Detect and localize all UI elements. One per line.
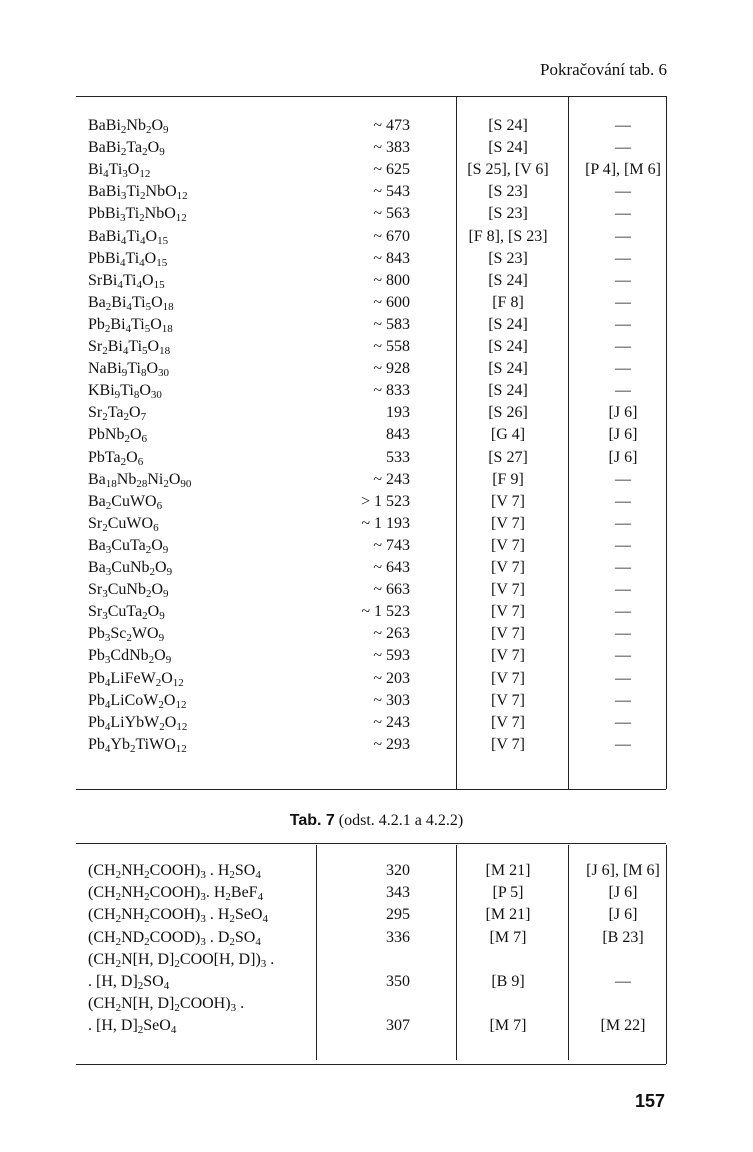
reference-primary: [P 5] — [492, 884, 524, 902]
compound-formula: $Ba_3CuNb_2O_9$ — [88, 559, 173, 578]
curie-temperature: 533 — [386, 448, 410, 466]
table7-caption-label: Tab. 7 — [289, 812, 335, 829]
table7-row — [76, 949, 666, 971]
reference-secondary: [P 4], [M 6] — [585, 161, 661, 179]
compound-formula: $Sr_3CuTa_2O_9$ — [88, 603, 165, 623]
reference-secondary: — — [615, 249, 631, 267]
reference-secondary: [M 22] — [600, 1017, 646, 1035]
compound-formula: $PbBi_3Ti_2NbO_{12}$ — [88, 205, 187, 225]
compound-formula: $Bi_4Ti_3O_{12}$ — [88, 161, 151, 181]
compound-formula: $Ba_2Bi_4Ti_5O_{18}$ — [88, 293, 174, 313]
reference-primary: [S 24] — [488, 382, 528, 400]
reference-primary: [S 25], [V 6] — [467, 161, 549, 179]
page-number: 157 — [634, 1091, 665, 1111]
reference-secondary: — — [615, 227, 631, 245]
curie-temperature: ~ 293 — [373, 735, 410, 753]
reference-secondary: [J 6] — [608, 906, 638, 924]
reference-secondary: [J 6] — [608, 404, 638, 422]
reference-primary: [V 7] — [491, 735, 525, 753]
reference-primary: [S 24] — [488, 139, 528, 157]
curie-temperature: ~ 663 — [373, 581, 410, 599]
reference-secondary: [J 6], [M 6] — [586, 862, 660, 879]
table6-row — [76, 203, 666, 225]
reference-primary: [S 24] — [488, 271, 528, 289]
curie-temperature: 295 — [386, 906, 410, 924]
reference-primary: [V 7] — [491, 581, 525, 599]
compound-formula: $Sr_2Ta_2O_7$ — [88, 404, 147, 424]
compound-formula: $PbNb_2O_6$ — [88, 426, 148, 446]
table6-row — [76, 557, 666, 579]
reference-primary: [V 7] — [491, 625, 525, 643]
reference-primary: [S 24] — [488, 360, 528, 378]
curie-temperature: ~ 743 — [373, 536, 410, 554]
reference-secondary: — — [615, 360, 631, 378]
reference-secondary: — — [615, 581, 631, 599]
compound-formula: $Pb_4LiCoW_2O_{12}$ — [88, 691, 187, 711]
reference-primary: [M 21] — [485, 906, 531, 924]
table6-row — [76, 358, 666, 380]
compound-formula: $(CH_2NH_2COOH)_3$. $H_2BeF_4$ — [88, 884, 264, 904]
compound-formula: $(CH_2ND_2COOD)_3$ . $D_2SO_4$ — [88, 928, 261, 948]
table6-row — [76, 181, 666, 203]
compound-formula: ($CH_2N[H$, $D]_2COO[H$, $D])_3$ . — [88, 950, 275, 970]
curie-temperature: ~ 243 — [373, 713, 410, 731]
compound-formula: $BaBi_3Ti_2NbO_{12}$ — [88, 183, 188, 203]
curie-temperature: ~ 243 — [373, 470, 410, 488]
table6-row — [76, 424, 666, 446]
reference-primary: [S 23] — [488, 183, 528, 201]
curie-temperature: ~ 1 523 — [361, 603, 410, 621]
table6-row — [76, 712, 666, 734]
compound-formula: $Sr_2CuWO_6$ — [88, 514, 159, 534]
reference-primary: [F 9] — [492, 470, 524, 488]
curie-temperature: ~ 383 — [373, 139, 410, 157]
reference-secondary: — — [615, 293, 631, 311]
reference-primary: [V 7] — [491, 492, 525, 510]
compound-formula: $Pb_3Sc_2WO_9$ — [88, 625, 165, 645]
curie-temperature: ~ 843 — [373, 249, 410, 267]
compound-formula: $Pb_4Yb_2TiWO_{12}$ — [88, 735, 187, 755]
curie-temperature: ~ 473 — [373, 117, 410, 134]
reference-primary: [M 21] — [485, 862, 531, 879]
reference-secondary: — — [615, 382, 631, 400]
table6-row — [76, 402, 666, 424]
curie-temperature: ~ 928 — [373, 360, 410, 378]
reference-secondary: [J 6] — [608, 448, 638, 466]
compound-formula: $BaBi_2Ta_2O_9$ — [88, 139, 165, 159]
reference-primary: [M 7] — [489, 1017, 527, 1035]
compound-formula: $Pb_4LiFeW_2O_{12}$ — [88, 669, 184, 689]
continuation-label: Pokračování tab. 6 — [540, 60, 667, 79]
reference-secondary: [J 6] — [608, 884, 638, 902]
table7-caption — [0, 812, 753, 830]
table6-bottom-rule — [76, 789, 666, 790]
table6-row — [76, 292, 666, 314]
curie-temperature: 343 — [386, 884, 410, 902]
curie-temperature: 336 — [386, 928, 410, 946]
reference-primary: [V 7] — [491, 514, 525, 532]
compound-formula: $NaBi_9Ti_8O_{30}$ — [88, 360, 169, 380]
reference-secondary: — — [615, 470, 631, 488]
reference-primary: [B 9] — [491, 973, 525, 990]
table7-row — [76, 1015, 666, 1037]
curie-temperature: ~ 543 — [373, 183, 410, 201]
curie-temperature: ~ 303 — [373, 691, 410, 709]
reference-secondary: — — [615, 973, 631, 990]
compound-formula: $SrBi_4Ti_4O_{15}$ — [88, 271, 165, 291]
table7-row — [76, 860, 666, 882]
curie-temperature: ~ 833 — [373, 382, 410, 400]
curie-temperature: ~ 563 — [373, 205, 410, 223]
table6-row — [76, 115, 666, 137]
compound-formula: $Pb_4LiYbW_2O_{12}$ — [88, 713, 188, 733]
compound-formula: $BaBi_4Ti_4O_{15}$ — [88, 227, 169, 247]
curie-temperature: ~ 263 — [373, 625, 410, 643]
reference-primary: [S 24] — [488, 117, 528, 134]
reference-secondary: — — [615, 315, 631, 333]
table6-row — [76, 535, 666, 557]
reference-primary: [V 7] — [491, 536, 525, 554]
reference-primary: [V 7] — [491, 713, 525, 731]
table7-row — [76, 993, 666, 1015]
reference-secondary: — — [615, 117, 631, 134]
reference-secondary: — — [615, 183, 631, 201]
curie-temperature: ~ 558 — [373, 338, 410, 355]
table6-row — [76, 690, 666, 712]
reference-secondary: — — [615, 735, 631, 753]
table6-row — [76, 513, 666, 535]
reference-secondary: — — [615, 713, 631, 731]
table6-row — [76, 491, 666, 513]
table6-row — [76, 623, 666, 645]
table6-row — [76, 601, 666, 623]
table6-row — [76, 314, 666, 336]
compound-formula: $Pb_2Bi_4Ti_5O_{18}$ — [88, 315, 173, 335]
reference-secondary: — — [615, 271, 631, 289]
table7-row — [76, 971, 666, 993]
reference-primary: [V 7] — [491, 603, 525, 621]
reference-secondary: [J 6] — [608, 426, 638, 444]
compound-formula: $(CH_2NH_2COOH)_3$ . $H_2SeO_4$ — [88, 906, 268, 926]
compound-formula: . [H, $D]_2SeO_4$ — [88, 1017, 177, 1037]
compound-formula: $Sr_3CuNb_2O_9$ — [88, 581, 169, 601]
compound-formula: . [H, $D]_2SO_4$ — [88, 973, 170, 992]
curie-temperature: 843 — [386, 426, 410, 444]
reference-secondary: — — [615, 691, 631, 709]
compound-formula: $Pb_3CdNb_2O_9$ — [88, 647, 172, 667]
reference-primary: [F 8], [S 23] — [468, 227, 548, 245]
curie-temperature: 320 — [386, 862, 410, 879]
curie-temperature: 350 — [386, 973, 410, 990]
compound-formula: $PbTa_2O_6$ — [88, 448, 144, 468]
compound-formula: $Ba_{18}Nb_{28}Ni_2O_{90}$ — [88, 470, 192, 490]
curie-temperature: ~ 800 — [373, 271, 410, 289]
table6-row — [76, 380, 666, 402]
reference-secondary: — — [615, 205, 631, 223]
compound-formula: $BaBi_2Nb_2O_9$ — [88, 117, 169, 136]
reference-primary: [V 7] — [491, 559, 525, 576]
compound-formula: $Ba_3CuTa_2O_9$ — [88, 536, 169, 556]
table7-top-rule — [76, 843, 666, 844]
table6-row — [76, 469, 666, 491]
reference-primary: [S 26] — [488, 404, 528, 422]
compound-formula: $PbBi_4Ti_4O_{15}$ — [88, 249, 168, 269]
table7-bottom-rule — [76, 1064, 666, 1065]
curie-temperature: ~ 1 193 — [361, 514, 410, 532]
reference-secondary: — — [615, 625, 631, 643]
table6-row — [76, 336, 666, 358]
compound-formula: $Ba_2CuWO_6$ — [88, 492, 163, 512]
table7-row — [76, 904, 666, 926]
table7-row — [76, 927, 666, 949]
table6-top-rule — [76, 96, 666, 97]
reference-secondary: — — [615, 492, 631, 510]
table6-row — [76, 668, 666, 690]
curie-temperature: 193 — [386, 404, 410, 422]
curie-temperature: ~ 670 — [373, 227, 410, 245]
reference-secondary: — — [615, 559, 631, 576]
reference-primary: [S 27] — [488, 448, 528, 466]
table6-row — [76, 645, 666, 667]
reference-primary: [V 7] — [491, 691, 525, 709]
curie-temperature: ~ 593 — [373, 647, 410, 665]
reference-primary: [G 4] — [490, 426, 526, 444]
curie-temperature: ~ 643 — [373, 559, 410, 576]
table7-caption-text: (odst. 4.2.1 a 4.2.2) — [338, 812, 464, 829]
reference-primary: [F 8] — [492, 293, 524, 311]
table7-row — [76, 882, 666, 904]
reference-secondary: — — [615, 603, 631, 621]
table6-row — [76, 137, 666, 159]
table6-row — [76, 159, 666, 181]
table6-row — [76, 270, 666, 292]
curie-temperature: ~ 625 — [373, 161, 410, 179]
reference-secondary: — — [615, 514, 631, 532]
table6-row — [76, 248, 666, 270]
reference-secondary: — — [615, 669, 631, 687]
curie-temperature: ~ 600 — [373, 293, 410, 311]
table6-row — [76, 447, 666, 469]
compound-formula: $KBi_9Ti_8O_{30}$ — [88, 382, 162, 402]
curie-temperature: ~ 583 — [373, 315, 410, 333]
reference-primary: [V 7] — [491, 647, 525, 665]
reference-secondary: — — [615, 338, 631, 355]
curie-temperature: ~ 203 — [373, 669, 410, 687]
curie-temperature: 307 — [386, 1017, 410, 1035]
reference-primary: [S 23] — [488, 205, 528, 223]
reference-secondary: — — [615, 139, 631, 157]
reference-secondary: — — [615, 536, 631, 554]
reference-primary: [M 7] — [489, 928, 527, 946]
compound-formula: ($CH_2N[H$, $D]_2COOH)_3$ . — [88, 995, 245, 1015]
reference-primary: [S 24] — [488, 315, 528, 333]
reference-secondary: — — [615, 647, 631, 665]
table6-row — [76, 226, 666, 248]
reference-secondary: [B 23] — [602, 928, 644, 946]
reference-primary: [S 24] — [488, 338, 528, 355]
reference-primary: [V 7] — [491, 669, 525, 687]
curie-temperature: > 1 523 — [360, 492, 410, 510]
table6-row — [76, 734, 666, 756]
compound-formula: $Sr_2Bi_4Ti_5O_{18}$ — [88, 338, 171, 357]
reference-primary: [S 23] — [488, 249, 528, 267]
table6-row — [76, 579, 666, 601]
compound-formula: $(CH_2NH_2COOH)_3$ . $H_2SO_4$ — [88, 862, 261, 881]
